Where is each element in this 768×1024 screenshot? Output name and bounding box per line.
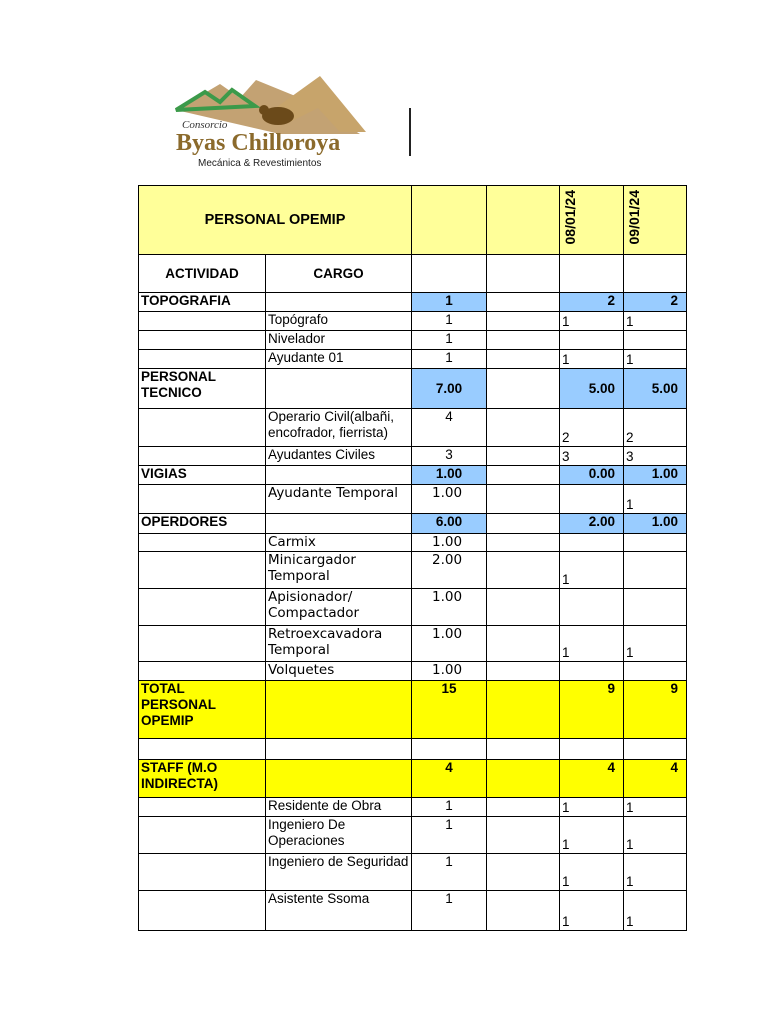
cargo-cell: Apisionador/ Compactador (266, 589, 412, 626)
table-cell (412, 186, 487, 255)
table-row (139, 409, 687, 447)
header-divider (409, 108, 411, 156)
quantity-cell: 1 (412, 312, 487, 331)
date2-cell: 1 (624, 350, 687, 369)
table-row (139, 854, 687, 891)
table-row (139, 466, 687, 485)
date-header-1: 08/01/24 (560, 186, 624, 255)
total-date2: 9 (624, 681, 687, 739)
cargo-cell: Retroexcavadora Temporal (266, 626, 412, 662)
date2-cell: 1 (624, 891, 687, 931)
cargo-cell: Ayudante 01 (266, 350, 412, 369)
date2-cell: 5.00 (624, 369, 687, 409)
quantity-cell: 1 (412, 817, 487, 854)
cargo-cell: Minicargador Temporal (266, 552, 412, 589)
total-label: TOTAL PERSONAL OPEMIP (139, 681, 266, 739)
quantity-cell: 1.00 (412, 626, 487, 662)
staff-date1: 4 (560, 760, 624, 798)
col-actividad: ACTIVIDAD (139, 255, 266, 293)
cargo-cell: Operario Civil(albañi, encofrador, fierrista) (266, 409, 412, 447)
date1-cell: 3 (560, 447, 624, 466)
quantity-cell: 1 (412, 350, 487, 369)
quantity-cell: 1 (412, 331, 487, 350)
table-row (139, 589, 687, 626)
date-header-2: 09/01/24 (624, 186, 687, 255)
staff-row (139, 760, 687, 798)
quantity-cell: 1 (412, 293, 487, 312)
cargo-cell: Carmix (266, 534, 412, 552)
date2-cell: 1.00 (624, 466, 687, 485)
total-quantity: 15 (412, 681, 487, 739)
table-row (139, 369, 687, 409)
quantity-cell: 4 (412, 409, 487, 447)
personnel-table (138, 185, 687, 931)
table-row (139, 891, 687, 931)
cargo-cell: Ayudantes Civiles (266, 447, 412, 466)
table-row (139, 447, 687, 466)
table-row (139, 514, 687, 534)
date2-cell: 1 (624, 854, 687, 891)
quantity-cell: 7.00 (412, 369, 487, 409)
cargo-cell: Topógrafo (266, 312, 412, 331)
quantity-cell: 1.00 (412, 534, 487, 552)
quantity-cell: 1 (412, 798, 487, 817)
cargo-cell: Residente de Obra (266, 798, 412, 817)
cargo-cell: Ayudante Temporal (266, 485, 412, 514)
quantity-cell: 3 (412, 447, 487, 466)
quantity-cell: 2.00 (412, 552, 487, 589)
activity-label: VIGIAS (139, 466, 266, 485)
date2-cell: 1 (624, 485, 687, 514)
cargo-cell: Ingeniero De Operaciones (266, 817, 412, 854)
logo-prefix: Consorcio (182, 119, 228, 131)
table-row (139, 485, 687, 514)
col-cargo: CARGO (266, 255, 412, 293)
date1-cell: 2 (560, 293, 624, 312)
date1-cell: 5.00 (560, 369, 624, 409)
table-row (139, 293, 687, 312)
staff-date2: 4 (624, 760, 687, 798)
quantity-cell: 1.00 (412, 466, 487, 485)
quantity-cell: 1 (412, 891, 487, 931)
table-row (139, 817, 687, 854)
date1-cell: 1 (560, 350, 624, 369)
table-row (139, 626, 687, 662)
staff-label: STAFF (M.O INDIRECTA) (139, 760, 266, 798)
spacer-row (139, 739, 687, 760)
cargo-cell: Volquetes (266, 662, 412, 681)
quantity-cell: 1.00 (412, 589, 487, 626)
date1-cell: 1 (560, 798, 624, 817)
quantity-cell: 1.00 (412, 485, 487, 514)
date1-cell: 2 (560, 409, 624, 447)
table-header-row (139, 186, 687, 255)
table-row (139, 331, 687, 350)
date1-cell: 1 (560, 854, 624, 891)
activity-label: OPERDORES (139, 514, 266, 534)
date2-cell: 1 (624, 312, 687, 331)
activity-label: PERSONAL TECNICO (139, 369, 266, 409)
date1-cell: 1 (560, 817, 624, 854)
table-row (139, 312, 687, 331)
quantity-cell: 6.00 (412, 514, 487, 534)
date1-cell: 1 (560, 552, 624, 589)
quantity-cell: 1 (412, 854, 487, 891)
table-row (139, 534, 687, 552)
date1-cell: 1 (560, 891, 624, 931)
quantity-cell: 1.00 (412, 662, 487, 681)
date1-cell: 2.00 (560, 514, 624, 534)
column-header-row (139, 255, 687, 293)
table-title: PERSONAL OPEMIP (139, 186, 412, 255)
table-row (139, 662, 687, 681)
logo-tagline: Mecánica & Revestimientos (198, 158, 322, 169)
logo-name: Byas Chilloroya (176, 130, 341, 156)
table-row (139, 350, 687, 369)
date1-cell: 1 (560, 312, 624, 331)
date2-cell: 1 (624, 817, 687, 854)
total-date1: 9 (560, 681, 624, 739)
table-row (139, 552, 687, 589)
table-row (139, 798, 687, 817)
date2-cell: 3 (624, 447, 687, 466)
date2-cell: 1.00 (624, 514, 687, 534)
date2-cell: 2 (624, 293, 687, 312)
company-logo (160, 72, 380, 182)
total-row (139, 681, 687, 739)
date2-cell: 2 (624, 409, 687, 447)
table-cell (487, 186, 560, 255)
date1-cell: 0.00 (560, 466, 624, 485)
date2-cell: 1 (624, 626, 687, 662)
cargo-cell: Asistente Ssoma (266, 891, 412, 931)
date2-cell: 1 (624, 798, 687, 817)
logo-mountains-icon (160, 72, 380, 182)
activity-label: TOPOGRAFIA (139, 293, 266, 312)
date1-cell: 1 (560, 626, 624, 662)
cargo-cell: Ingeniero de Seguridad (266, 854, 412, 891)
staff-quantity: 4 (412, 760, 487, 798)
cargo-cell: Nivelador (266, 331, 412, 350)
